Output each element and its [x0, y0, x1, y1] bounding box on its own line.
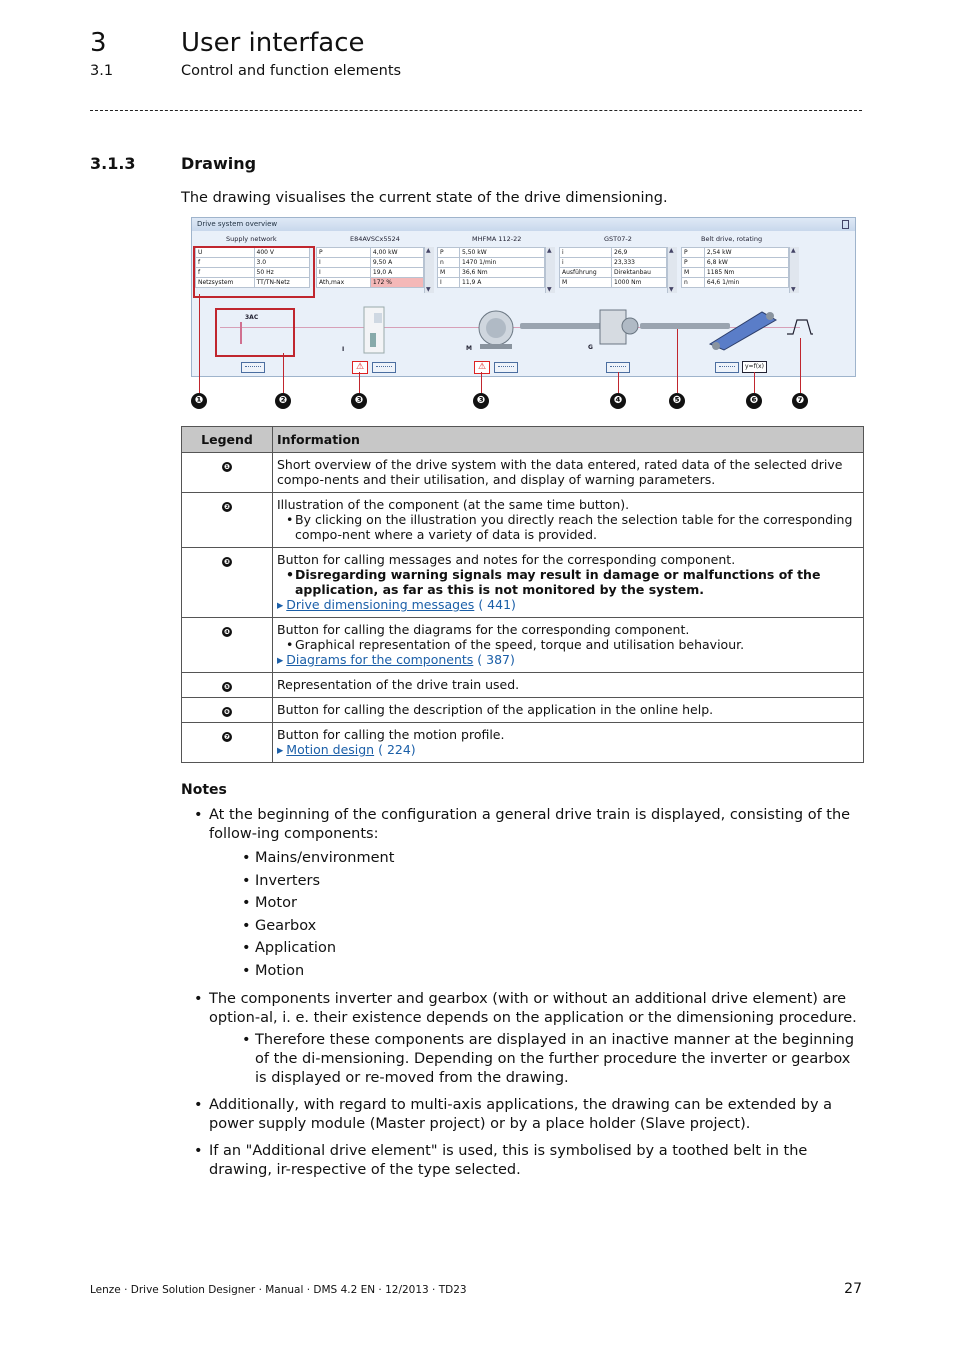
page-reference[interactable]: ( 441): [478, 597, 516, 612]
cell: 5,50 kW: [460, 248, 545, 258]
table-row: [182, 723, 864, 763]
cell: 2,54 kW: [704, 248, 788, 258]
cell: 36,6 Nm: [460, 268, 545, 278]
cell: TT/TN-Netz: [254, 278, 309, 288]
gearbox-illustration[interactable]: [598, 306, 640, 350]
gearbox-data-table[interactable]: [559, 247, 667, 288]
legend-text: Representation of the drive train used.: [277, 677, 520, 692]
cell: M: [682, 268, 705, 278]
supply-label: 3AC: [245, 314, 259, 321]
table-row: [182, 673, 864, 698]
page-number: 27: [844, 1281, 862, 1297]
page-reference[interactable]: ( 387): [477, 652, 515, 667]
callout-line-1: [199, 294, 200, 393]
callout-marker-3: ❸: [351, 393, 367, 409]
warning-cell: 172 %: [370, 278, 423, 288]
legend-bullet: Graphical representation of the speed, torque and utilisation behaviour.: [295, 637, 745, 652]
notes-list: [181, 806, 864, 1188]
cell: P: [682, 258, 705, 268]
header-divider: [90, 110, 862, 111]
motor-warning-button[interactable]: ⚠: [474, 361, 490, 374]
legend-marker: ❻: [222, 707, 232, 717]
cell: 26,9: [612, 248, 667, 258]
motor-label: M: [466, 345, 472, 352]
cell: 1470 1/min: [460, 258, 545, 268]
cell: Ath,max: [317, 278, 371, 288]
notes-heading: Notes: [181, 782, 227, 798]
belt-drive-illustration[interactable]: [706, 306, 778, 352]
cell: f: [196, 268, 255, 278]
callout-marker-4: ❹: [610, 393, 626, 409]
cell: U: [196, 248, 255, 258]
motion-design-link[interactable]: Motion design: [286, 742, 375, 757]
component-item: • Mains/environment: [209, 847, 864, 870]
callout-marker-2: ❷: [275, 393, 291, 409]
cell: 1000 Nm: [612, 278, 667, 288]
intro-paragraph: The drawing visualises the current state of the drive dimensioning.: [181, 190, 668, 206]
legend-warning-bullet: Disregarding warning signals may result in damage or malfunctions of the application, as far as this is not monitored by the system.: [295, 567, 821, 597]
inverter-illustration[interactable]: [360, 305, 390, 355]
legend-table: [181, 426, 864, 763]
supply-diagram-button[interactable]: [241, 362, 265, 373]
footer-text: Lenze · Drive Solution Designer · Manual · DMS 4.2 EN · 12/2013 · TD23: [90, 1284, 467, 1296]
supply-icon[interactable]: [240, 322, 242, 344]
inverter-diagram-button[interactable]: [372, 362, 396, 373]
legend-text: Button for calling the description of the application in the online help.: [277, 702, 714, 717]
cell: 6,8 kW: [704, 258, 788, 268]
note-item: If an "Additional drive element" is used, this is symbolised by a toothed belt in the drawing, ir-respective of the type selected.: [209, 1143, 808, 1178]
scrollbar[interactable]: ▲ ▼: [424, 247, 434, 293]
callout-line-4: [618, 372, 619, 393]
page-reference[interactable]: ( 224): [378, 742, 416, 757]
component-item: • Motor: [209, 892, 864, 915]
table-row: [182, 493, 864, 548]
callout-marker-1: ❶: [191, 393, 207, 409]
chapter-number: 3: [90, 28, 107, 58]
cell: 50 Hz: [254, 268, 309, 278]
group-title: MHFMA 112-22: [472, 235, 522, 243]
cell: 64,6 1/min: [704, 278, 788, 288]
cell: n: [438, 258, 460, 268]
motion-profile-icon[interactable]: [785, 316, 815, 338]
callout-line-3b: [481, 372, 482, 393]
table-row: [182, 453, 864, 493]
cell: Netzsystem: [196, 278, 255, 288]
cell: 19,0 A: [370, 268, 423, 278]
callout-line-5: [677, 329, 678, 393]
cell: 9,50 A: [370, 258, 423, 268]
legend-header: Legend: [182, 427, 273, 453]
note-item: At the beginning of the configuration a general drive train is displayed, consisting of the follow-ing components:: [209, 807, 851, 842]
motor-illustration[interactable]: [470, 306, 525, 352]
callout-marker-3: ❸: [473, 393, 489, 409]
scrollbar[interactable]: ▲ ▼: [789, 247, 799, 293]
table-row: [182, 548, 864, 618]
legend-text: Short overview of the drive system with the data entered, rated data of the selected drive compo-nents and their utilisation, and display of warning parameters.: [277, 457, 843, 487]
callout-marker-6: ❻: [746, 393, 762, 409]
legend-text: Illustration of the component (at the same time button).: [277, 497, 630, 512]
cell: i: [560, 258, 612, 268]
legend-text: Button for calling the motion profile.: [277, 727, 505, 742]
application-diagram-button[interactable]: [715, 362, 739, 373]
cell: 4,00 kW: [370, 248, 423, 258]
cell: 23,333: [612, 258, 667, 268]
cell: M: [438, 268, 460, 278]
group-title: E84AVSCx5524: [350, 235, 400, 243]
callout-line-3a: [359, 372, 360, 393]
drive-dimensioning-messages-link[interactable]: Drive dimensioning messages: [286, 597, 475, 612]
legend-text: Button for calling the diagrams for the corresponding component.: [277, 622, 690, 637]
legend-marker: ❷: [222, 502, 232, 512]
note-subitem: • Therefore these components are displayed in an inactive manner at the beginning of the di-mensioning. Depending on the further procedure the inverter or gearbox is displayed or re-moved from the drawing.: [209, 1031, 864, 1088]
legend-text: Button for calling messages and notes for the corresponding component.: [277, 552, 736, 567]
diagrams-for-components-link[interactable]: Diagrams for the components: [286, 652, 474, 667]
table-row: [182, 698, 864, 723]
cell: i: [560, 248, 612, 258]
cell: 11,9 A: [460, 278, 545, 288]
group-title: GST07-2: [604, 235, 632, 243]
panel-title: Drive system overview: [192, 218, 855, 231]
legend-bullet: By clicking on the illustration you directly reach the selection table for the corresponding compo-nent where a variety of data is provided.: [295, 512, 853, 542]
overview-highlight: [193, 246, 315, 298]
inverter-label: I: [342, 346, 345, 353]
cell: Ausführung: [560, 268, 612, 278]
information-header: Information: [273, 427, 864, 453]
section-title: Control and function elements: [181, 63, 402, 79]
component-item: • Application: [209, 937, 864, 960]
legend-marker: ❶: [222, 462, 232, 472]
section-number: 3.1: [90, 63, 114, 79]
group-title: Supply network: [226, 235, 277, 243]
callout-line-2: [283, 353, 284, 393]
cell: P: [317, 248, 371, 258]
cell: P: [438, 248, 460, 258]
subsection-title: Drawing: [181, 154, 257, 173]
component-item: • Inverters: [209, 870, 864, 893]
cell: I: [317, 268, 371, 278]
cell: f: [196, 258, 255, 268]
callout-line-6: [754, 372, 755, 393]
cell: 1185 Nm: [704, 268, 788, 278]
cell: 3.0: [254, 258, 309, 268]
callout-line-7: [800, 338, 801, 393]
table-row: [182, 618, 864, 673]
inverter-data-table[interactable]: [316, 247, 424, 288]
legend-marker: ❼: [222, 732, 232, 742]
motor-shaft: [520, 323, 610, 329]
component-item: • Gearbox: [209, 915, 864, 938]
gearbox-label: G: [588, 344, 593, 351]
inverter-warning-button[interactable]: ⚠: [352, 361, 368, 374]
cell: Direktanbau: [612, 268, 667, 278]
application-data-table[interactable]: [681, 247, 789, 288]
cell: M: [560, 278, 612, 288]
legend-marker: ❹: [222, 627, 232, 637]
motor-diagram-button[interactable]: [494, 362, 518, 373]
note-item: The components inverter and gearbox (with or without an additional drive element) are option-al, i. e. their existence depends on the application or the dimensioning procedure.: [209, 991, 857, 1026]
scrollbar[interactable]: ▲ ▼: [545, 247, 555, 293]
chapter-title: User interface: [181, 28, 365, 58]
scrollbar[interactable]: ▲ ▼: [667, 247, 677, 293]
cell: 400 V: [254, 248, 309, 258]
cell: n: [682, 278, 705, 288]
cell: P: [682, 248, 705, 258]
callout-marker-7: ❼: [792, 393, 808, 409]
component-item: • Motion: [209, 960, 864, 983]
group-title: Belt drive, rotating: [701, 235, 763, 243]
cell: I: [438, 278, 460, 288]
subsection-number: 3.1.3: [90, 154, 136, 173]
legend-marker: ❺: [222, 682, 232, 692]
note-item: Additionally, with regard to multi-axis applications, the drawing can be extended by a power supply module (Master project) or by a place holder (Slave project).: [209, 1097, 833, 1132]
legend-marker: ❸: [222, 557, 232, 567]
cell: I: [317, 258, 371, 268]
application-help-button[interactable]: y=f(x): [742, 361, 767, 373]
pin-icon: [842, 220, 849, 229]
callout-marker-5: ❺: [669, 393, 685, 409]
motor-data-table[interactable]: [437, 247, 545, 288]
